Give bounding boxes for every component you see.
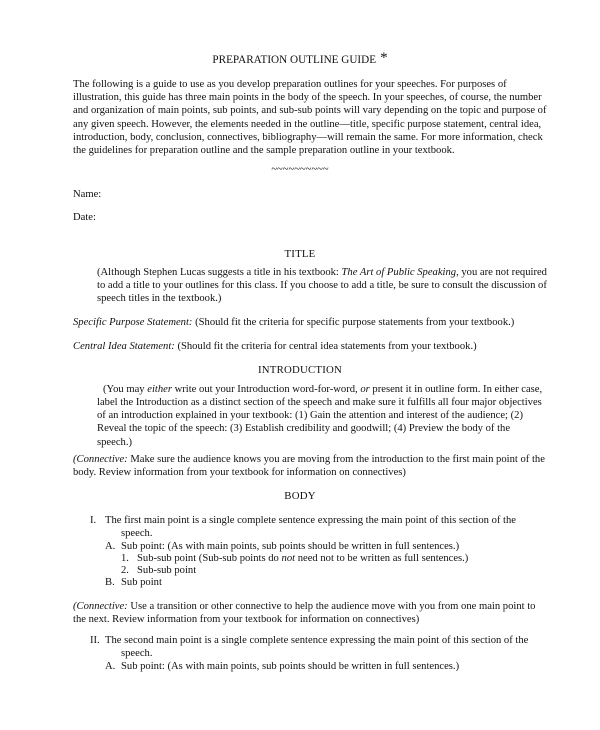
introduction-heading: INTRODUCTION — [258, 364, 342, 376]
introduction-note-body: label the Introduction as a distinct section of the speech and make sure it fulfills all four major objectives of an introduction explained in your textbook: (1) Gain the attention and interest of the audience; (2) Reveal the topic of the speech: (3) Establish credibility and goodwill; (4) Preview the body of the speech.) — [97, 397, 542, 448]
name-label: Name: — [73, 189, 102, 200]
title-heading: TITLE — [284, 248, 316, 260]
connective-2: (Connective: Use a transition or other connective to help the audience move with you from one main point to the next. Review information from your textbook for information on connectives) — [73, 601, 536, 626]
intro-paragraph: The following is a guide to use as you develop preparation outlines for your speeches. For purposes of illustration, this guide has three main points in the body of the speech. In your speeches, of course, the number and organization of main points, sub points, and sub-sub points will vary depending on the topic and purpose of any given speech. However, the elements needed in the outline—title, specific purpose statement, central idea, introduction, body, conclusion, connectives, bibliography—will remain the same. For more information, check the guidelines for preparation outline and the sample preparation outline in your textbook. — [73, 79, 547, 157]
body-heading: BODY — [284, 490, 316, 502]
asterisk-mark: * — [380, 50, 388, 66]
document-page: PREPARATION OUTLINE GUIDE * The following is a guide to use as you develop preparation outlines for your speeches. For purposes of illustration, this guide has three main points in the body of the speech. In your speeches, of course, the number and organization of main points, sub points, and sub-sub points will vary depending on the topic and purpose of any given speech. However, the elements needed in the outline—title, specific purpose statement, central idea, introduction, body, conclusion, connectives, bibliography—will remain the same. For more information, check the guidelines for preparation outline and the sample preparation outline in your textbook. ~~~~~~~~~~ Name: Date: TITLE (Although Stephen Lucas suggests a title in his textbook: The Art of Public Speaking, you are not required to add a title to your outlines for this class. If you choose to add a title, be sure to consult the discussion of speech titles in the textbook.) Specific Purpose Statement: (Should fit the criteria for specific purpose statements from your textbook.) Central Idea Statement: (Should fit the criteria for central idea statements from your textbook.) INTRODUCTION (You may either write out your Introduction word-for-word, or present it in outline form. In either case, label the Introduction as a distinct section of the speech and make sure it fulfills all four major objectives of an introduction explained in your textbook: (1) Gain the attention and interest of the audience; (2) Reveal the topic of the speech: (3) Establish credibility and goodwill; (4) Preview the body of the speech.) (Connective: Make sure the audience knows you are moving from the introduction to the first main point of the body. Review information from your textbook for information on connectives) BODY I. The first main point is a single complete sentence expressing the main point of this section of the speech. A. Sub point: (As with main points, sub points should be written in full sentences.) 1. Sub-sub point (Sub-sub points do not need not to be written as full sentences.) 2. Sub-sub point B. Sub point (Connective: Use a transition or other connective to help the audience move with you from one main point to the next. Review information from your textbook for information on connectives) II. The second main point is a single complete sentence expressing the main point of this section of the speech. A. Sub point: (As with main points, sub points should be written in full sentences.) — [0, 0, 600, 730]
date-label: Date: — [73, 212, 96, 223]
connective-1: (Connective: Make sure the audience knows you are moving from the introduction to the first main point of the body. Review information from your textbook for information on connectives) — [73, 454, 545, 479]
document-title: PREPARATION OUTLINE GUIDE * — [212, 50, 388, 66]
sub-point-b: Sub point — [121, 577, 162, 588]
introduction-note-line-1: (You may either write out your Introduction word-for-word, or present it in outline form. In either case, — [103, 384, 543, 395]
sub-sub-point-1: Sub-sub point (Sub-sub points do not need not to be written as full sentences.) — [137, 553, 469, 564]
sub-point-a-2: Sub point: (As with main points, sub points should be written in full sentences.) — [121, 661, 460, 672]
sub-sub-point-2: Sub-sub point — [137, 565, 197, 576]
central-idea-statement: Central Idea Statement: (Should fit the criteria for central idea statements from your textbook.) — [73, 341, 477, 352]
specific-purpose-statement: Specific Purpose Statement: (Should fit the criteria for specific purpose statements from your textbook.) — [73, 317, 515, 328]
sub-point-a: Sub point: (As with main points, sub points should be written in full sentences.) — [121, 541, 460, 552]
title-note: (Although Stephen Lucas suggests a title in his textbook: The Art of Public Speaking, you are not required to add a title to your outlines for this class. If you choose to add a title, be sure to consult the discussion of speech titles in the textbook.) — [97, 267, 547, 305]
divider: ~~~~~~~~~~ — [271, 164, 329, 175]
